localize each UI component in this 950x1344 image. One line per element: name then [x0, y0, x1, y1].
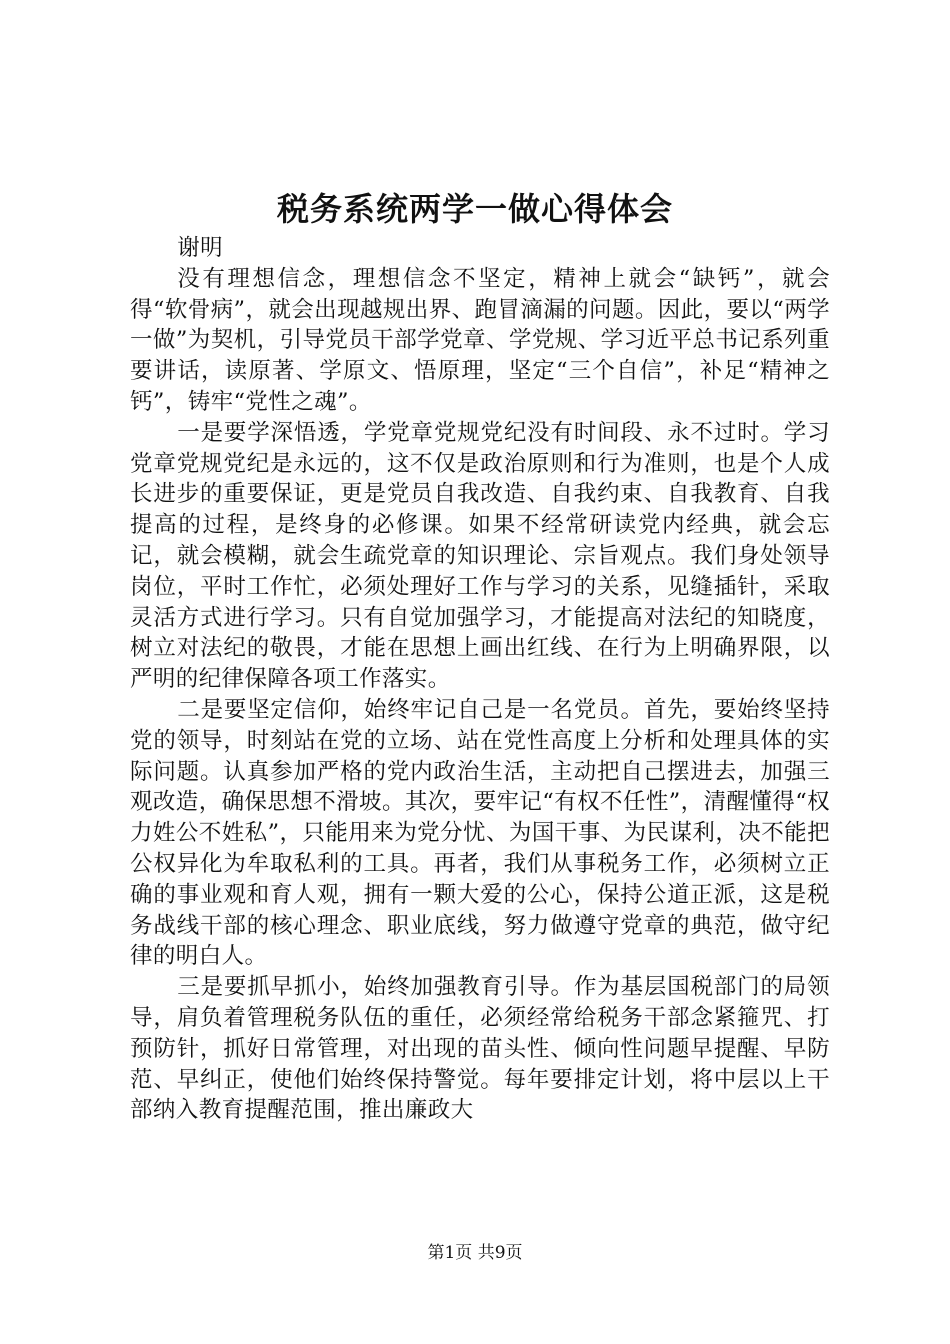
paragraph-point-two: 二是要坚定信仰，始终牢记自己是一名党员。首先，要始终坚持党的领导，时刻站在党的立场、站在党性高度上分析和处理具体的实际问题。认真参加严格的党内政治生活，主动把自己摆进去，加强三观改造，确保思想不滑坡。其次，要牢记“有权不任性”，清醒懂得“权力姓公不姓私”，只能用来为党分忧、为国干事、为民谋利，决不能把公权异化为牟取私利的工具。再者，我们从事税务工作，必须树立正确的事业观和育人观，拥有一颗大爱的公心，保持公道正派，这是税务战线干部的核心理念、职业底线，努力做遵守党章的典范，做守纪律的明白人。 [130, 696, 830, 970]
paragraph-point-three: 三是要抓早抓小，始终加强教育引导。作为基层国税部门的局领导，肩负着管理税务队伍的重任，必须经常给税务干部念紧箍咒、打预防针，抓好日常管理，对出现的苗头性、倾向性问题早提醒、早防范、早纠正，使他们始终保持警觉。每年要排定计划，将中层以上干部纳入教育提醒范围，推出廉政大 [130, 974, 830, 1124]
document-body [130, 233, 830, 1126]
author-name: 谢明 [177, 235, 224, 261]
page-number-footer: 第1页 共9页 [427, 1243, 523, 1263]
document-title: 税务系统两学一做心得体会 [276, 190, 673, 228]
paragraph-intro: 没有理想信念，理想信念不坚定，精神上就会“缺钙”，就会得“软骨病”，就会出现越规出界、跑冒滴漏的问题。因此，要以“两学一做”为契机，引导党员干部学党章、学党规、学习近平总书记系列重要讲话，读原著、学原文、悟原理，坚定“三个自信”，补足“精神之钙”，铸牢“党性之魂”。 [130, 265, 830, 415]
paragraph-point-one: 一是要学深悟透，学党章党规党纪没有时间段、永不过时。学习党章党规党纪是永远的，这不仅是政治原则和行为准则，也是个人成长进步的重要保证，更是党员自我改造、自我约束、自我教育、自我提高的过程，是终身的必修课。如果不经常研读党内经典，就会忘记，就会模糊，就会生疏党章的知识理论、宗旨观点。我们身处领导岗位，平时工作忙，必须处理好工作与学习的关系，见缝插针，采取灵活方式进行学习。只有自觉加强学习，才能提高对法纪的知晓度，树立对法纪的敬畏，才能在思想上画出红线、在行为上明确界限，以严明的纪律保障各项工作落实。 [130, 419, 830, 693]
